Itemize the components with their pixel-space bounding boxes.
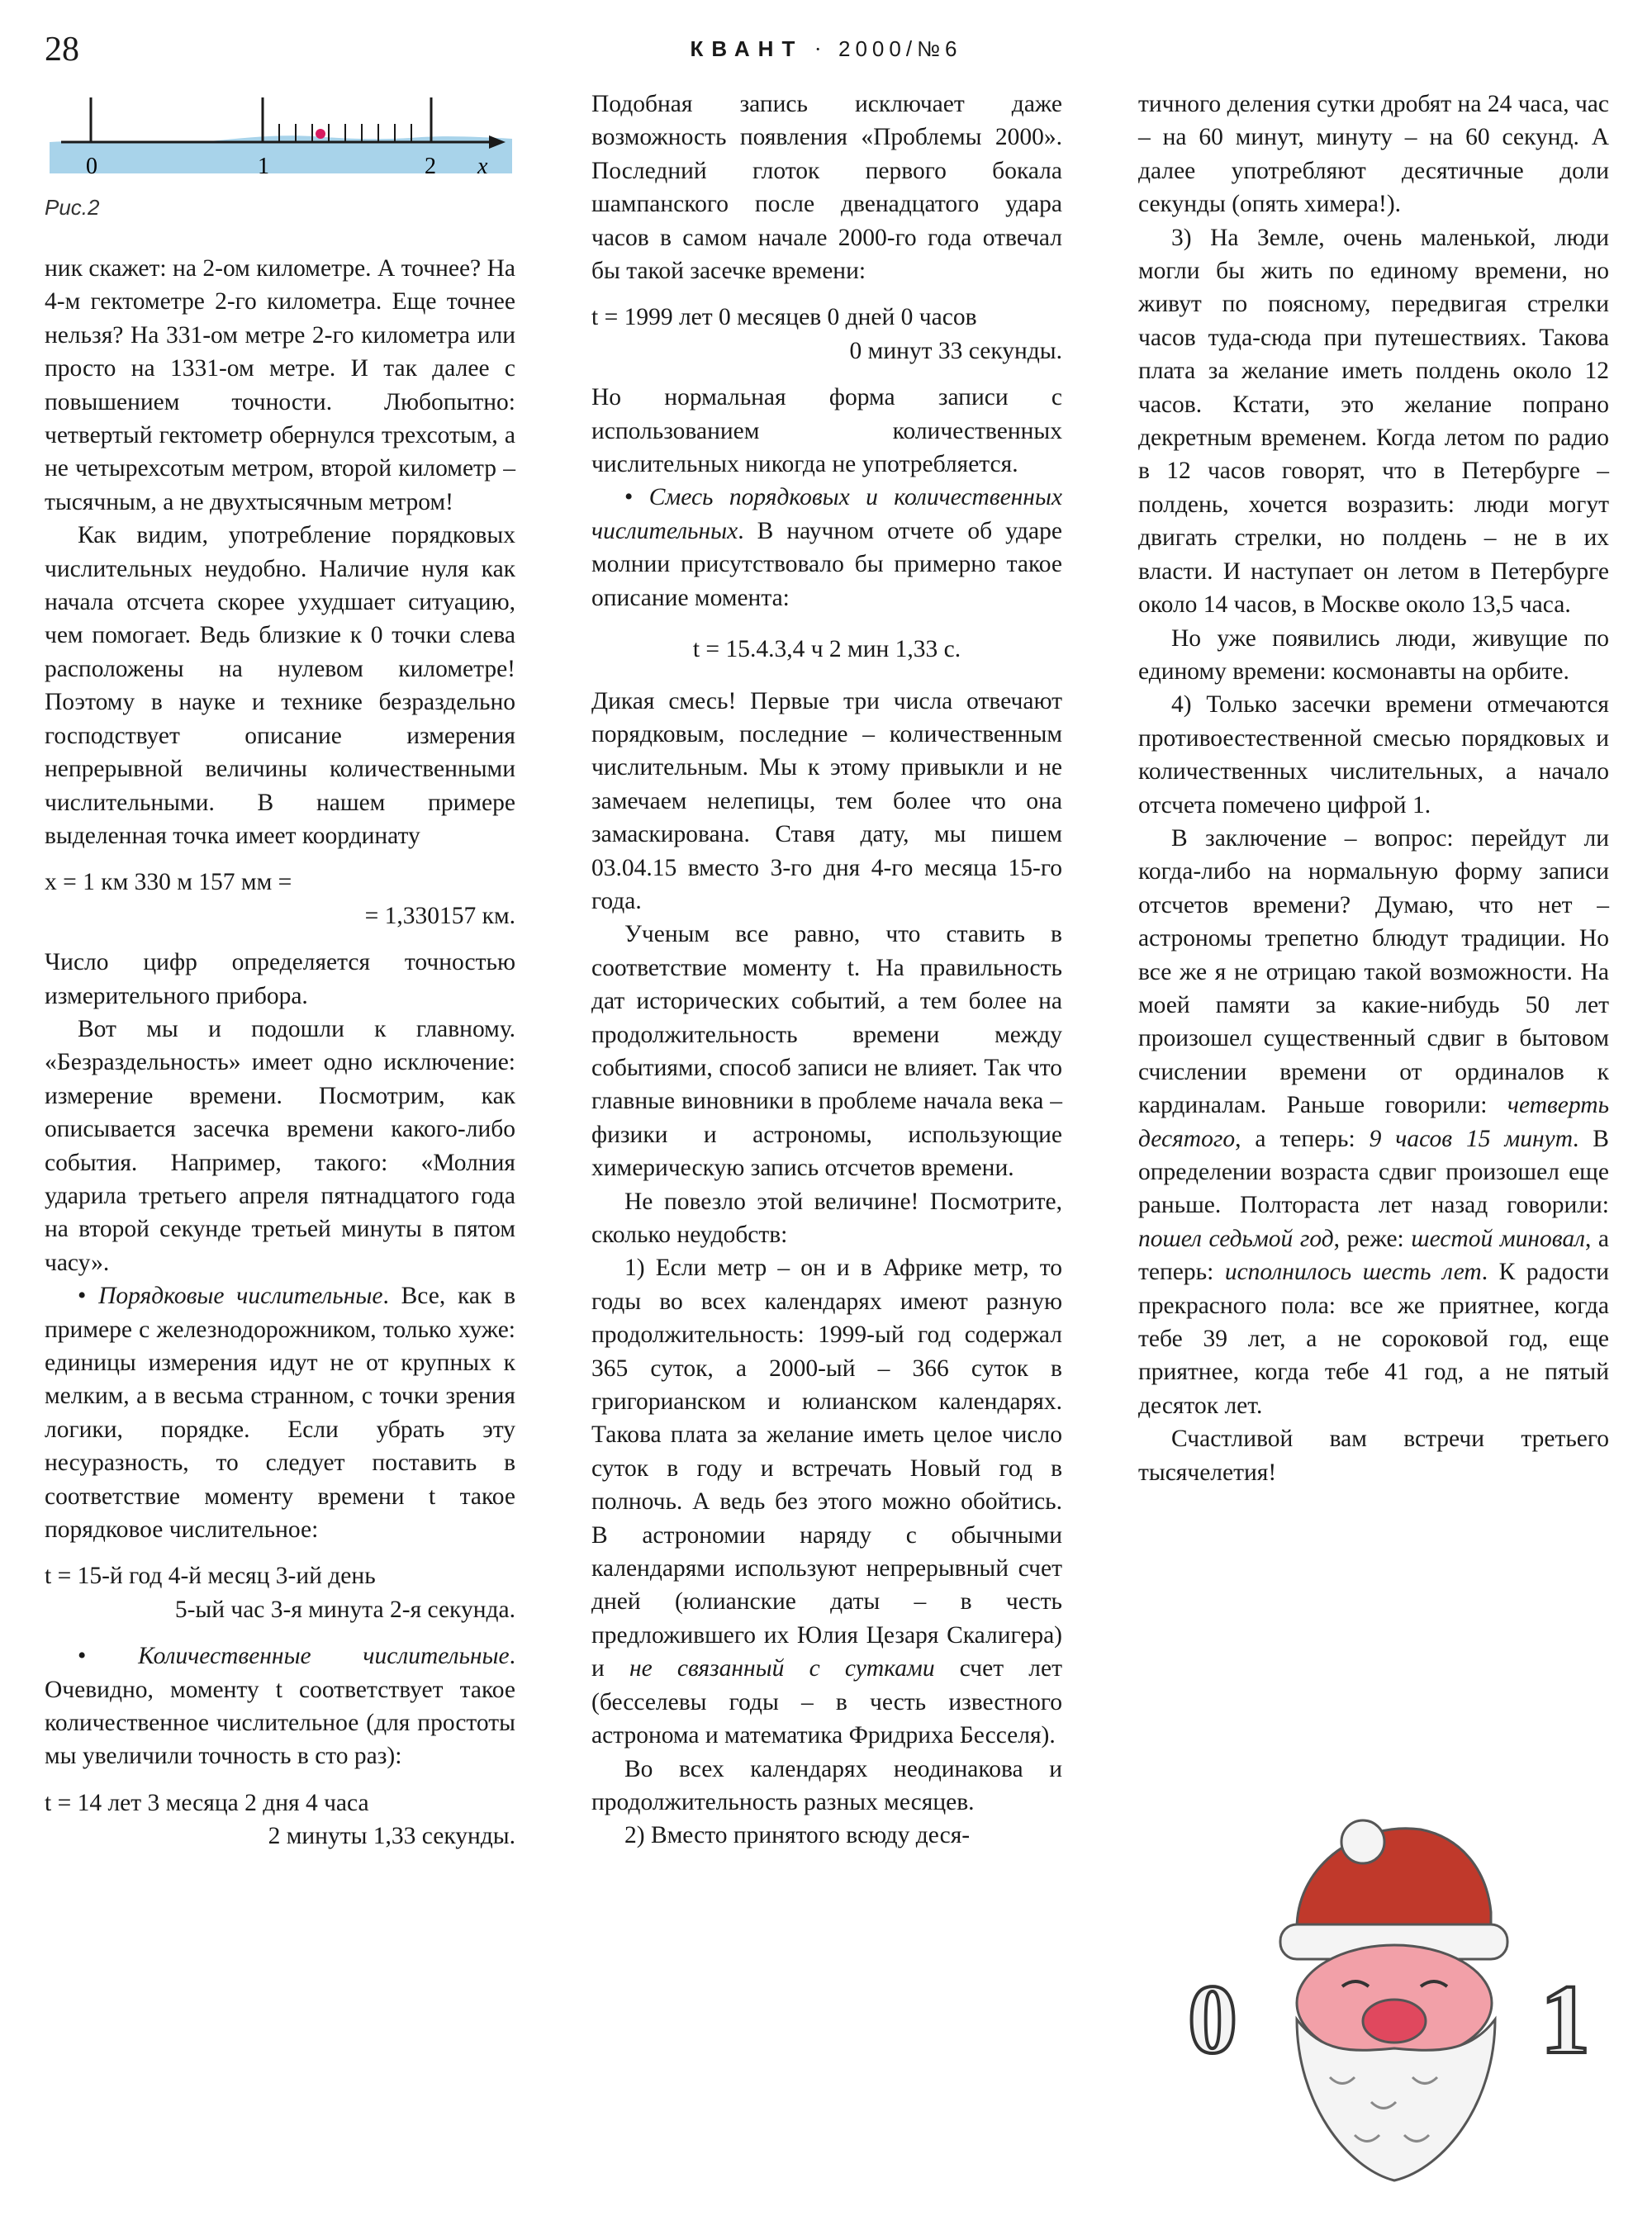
magazine-title: КВАНТ <box>690 36 804 61</box>
running-header <box>0 36 1652 62</box>
paragraph: Подобная запись исключает даже возможность появления «Проблемы 2000». Последний глоток первого бокала шампанского после двенадцатого удара часов в самом начале 2000-го года отвечал бы такой засечке времени: <box>591 91 1062 285</box>
italic-term: не связанный с сутками <box>629 1655 935 1682</box>
digit-zero: 0 <box>1188 1964 1237 2074</box>
paragraph: Дикая смесь! Первые три числа отвечают порядковым, последние – количественным числительным. Мы к этому привыкли и не замечаем нелепицы, тем более что она замаскирована. Ставя дату, мы пишем 03.04.15 вместо 3-го дня 4-го месяца 15-го года. <box>591 687 1062 914</box>
tick-label-1: 1 <box>258 154 269 179</box>
header-separator: · <box>814 37 828 61</box>
formula-coordinate <box>45 866 515 932</box>
paragraph: Но нормальная форма записи с использованием количественных числительных никогда не употребляется. <box>591 384 1062 478</box>
italic-term: пошел седьмой год <box>1138 1225 1334 1252</box>
tick-label-2: 2 <box>425 154 436 179</box>
paragraph: Как видим, употребление порядковых числительных неудобно. Наличие нуля как начала отсчета скорее ухудшает ситуацию, чем помогает. Ведь близкие к 0 точки слева расположены на нулевом километре! Поэтому в науке и технике безраздельно господствует описание измерения непрерывной величины количественными числительными. В нашем примере выделенная точка имеет координату <box>45 522 515 849</box>
paragraph: Вот мы и подошли к главному. «Безраздельность» имеет одно исключение: измерение времени. Посмотрим, как описывается засечка времени какого-либо события. Например, такого: «Молния ударила третьего апреля пятнадцатого года на второй секунде третьей минуты в пятом часу». <box>45 1015 515 1276</box>
paragraph-text: 1) Если метр – он и в Африке метр, то годы во всех календарях имеют разную продолжительность: 1999-ый год содержал 365 суток, а 2000-ый – 366 суток в григорианском и юлианском календарях. Такова плата за желание иметь целое число суток в году и встречать Новый год в полночь. А ведь без этого можно обойтись. В астрономии наряду с обычными календарями используют непрерывный счет дней (юлианские даты – в честь предложившего их Юлия Цезаря Скалигера) и <box>591 1255 1062 1682</box>
paragraph: • Порядковые числительные. Все, как в примере с железнодорожником, только хуже: единицы измерения идут не от крупных к мелким, а в весьма странном, с точки зрения логики, порядке. Если убрать эту несуразность, то следует поставить в соответствие моменту времени t такое порядковое числительное: <box>45 1283 515 1544</box>
figure-number-line <box>50 91 512 190</box>
paragraph: Ученым все равно, что ставить в соответствие моменту t. На правильность дат исторических событий, а тем более на продолжительность времени между событиями, способ записи не влияет. Так что главные виновники в проблеме начала века – физики и астрономы, использующие химерическую запись отсчетов времени. <box>591 921 1062 1182</box>
paragraph: 2) Вместо принятого всюду деся- <box>624 1822 971 1849</box>
paragraph: Не повезло этой величине! Посмотрите, сколько неудобств: <box>591 1188 1062 1248</box>
italic-term: Порядковые числительные <box>98 1283 383 1310</box>
formula-line: t = 15-й год 4-й месяц 3-ий день <box>45 1563 376 1590</box>
paragraph <box>591 1251 1062 1752</box>
formula-line: 0 минут 33 секунды. <box>849 337 1062 364</box>
tick-label-0: 0 <box>86 154 97 179</box>
digit-one: 1 <box>1540 1964 1590 2074</box>
formula-champagne <box>591 301 1062 368</box>
paragraph: Во всех календарях неодинакова и продолжительность разных месяцев. <box>591 1755 1062 1815</box>
santa-illustration <box>1173 1805 1619 2193</box>
paragraph: тичного деления сутки дробят на 24 часа, час – на 60 минут, минуту – на 60 секунд. А далее употребляют десятичные доли секунды (опять химера!). <box>1138 91 1609 218</box>
axis-label: x <box>477 154 488 179</box>
paragraph-text: , а теперь: <box>1138 1225 1609 1286</box>
formula-line: t = 15.4.3,4 ч 2 мин 1,33 с. <box>692 636 961 663</box>
formula-line: t = 1999 лет 0 месяцев 0 дней 0 часов <box>591 304 977 331</box>
paragraph-text: счет лет (бесселевы годы – в честь известного астронома и математика Фридриха Бесселя). <box>591 1655 1063 1749</box>
paragraph: Счастливой вам встречи третьего тысячелетия! <box>1138 1426 1609 1486</box>
paragraph: ник скажет: на 2-ом километре. А точнее? На 4-м гектометре 2-го километра. Еще точнее нельзя? На 331-ом метре 2-го километра или просто на 1331-ом метре. И так далее с повышением точности. Любопытно: четвертый гектометр обернулся трехсотым, а не четырехсотым метром, второй километр – тысячным, а не двухтысячным метром! <box>45 255 515 515</box>
formula-line: x = 1 км 330 м 157 мм = <box>45 869 292 896</box>
page-number: 28 <box>45 31 79 69</box>
formula-ordinal <box>45 1559 515 1626</box>
paragraph: • Количественные числительные. Очевидно, моменту t соответствует такое количественное числительное (для простоты мы увеличили точность в сто раз): <box>45 1643 515 1770</box>
paragraph-text: . В научном отчете об ударе молнии присутствовало бы примерно такое описание момента: <box>591 517 1062 611</box>
italic-term: 9 часов 15 минут <box>1369 1125 1573 1152</box>
formula-mixed <box>591 633 1062 666</box>
paragraph: Число цифр определяется точностью измерительного прибора. <box>45 949 515 1009</box>
figure-caption: Рис.2 <box>45 195 100 220</box>
formula-line: 5-ый час 3-я минута 2-я секунда. <box>174 1596 515 1623</box>
paragraph-text: . Все, как в примере с железнодорожником, только хуже: единицы измерения идут не от крупных к мелким, а в весьма странном, с точки зрения логики, порядке. Если убрать эту несуразность, то следует поставить в соответствие моменту времени t такое порядковое числительное: <box>45 1283 515 1544</box>
formula-line: t = 14 лет 3 месяца 2 дня 4 часа <box>45 1789 369 1816</box>
italic-term: шестой миновал <box>1411 1225 1585 1252</box>
formula-cardinal <box>45 1787 515 1853</box>
italic-term: Смесь порядковых и количественных числительных <box>591 484 1062 544</box>
paragraph: • Смесь порядковых и количественных числительных. В научном отчете об ударе молнии присутствовало бы примерно такое описание момента: <box>591 484 1062 611</box>
column-3 <box>1138 88 1609 1489</box>
paragraph-text: В заключение – вопрос: перейдут ли когда-либо на нормальную форму записи отсчетов времени? Думаю, что нет – астрономы трепетно блюдут традиции. Но все же я не отрицаю такой возможности. На моей памяти за какие-нибудь 50 лет произошел существенный сдвиг в бытовом счислении времени от ординалов к кардиналам. Раньше говорили: <box>1138 824 1609 1119</box>
issue-number: 2000/№6 <box>838 36 962 61</box>
paragraph-text: . В определении возраста сдвиг произошел еще раньше. Полтораста лет назад говорили: <box>1138 1125 1609 1219</box>
paragraph: Но уже появились люди, живущие по единому времени: космонавты на орбите. <box>1138 624 1609 685</box>
italic-term: четверть десятого <box>1138 1092 1609 1152</box>
paragraph-text: , а теперь: <box>1235 1125 1370 1152</box>
formula-line: 2 минуты 1,33 секунды. <box>268 1823 515 1850</box>
santa-hat <box>1297 1829 1491 1937</box>
paragraph-text: . К радости прекрасного пола: все же приятнее, когда тебе 39 лет, а не сороковой год, еще приятнее, когда тебе 41 год, а не пятый десяток лет. <box>1138 1259 1609 1419</box>
paragraph: 3) На Земле, очень маленькой, люди могли бы жить по единому времени, но живут по поясному, передвигая стрелки часов туда-сюда при путешествиях. Такова плата за желание иметь полдень около 12 часов. Кстати, это желание попрано декретным временем. Когда летом по радио в 12 часов говорят, что в Петербурге – полдень, хочется возразить: люди могут двигать стрелки, но полдень – не в их власти. И наступает он летом в Петербурге около 14 часов, в Москве около 13,5 часа. <box>1138 224 1609 619</box>
paragraph <box>1138 822 1609 1422</box>
column-2 <box>591 88 1062 1853</box>
hat-pompom <box>1341 1820 1384 1863</box>
paragraph-text: , реже: <box>1333 1225 1412 1252</box>
italic-term: Количественные числительные <box>138 1643 510 1670</box>
paragraph-text: . Очевидно, моменту t соответствует такое количественное числительное (для простоты мы увеличили точность в сто раз): <box>45 1643 515 1770</box>
highlighted-point <box>316 129 325 139</box>
paragraph: 4) Только засечки времени отмечаются противоестественной смесью порядковых и количественных числительных, а начало отсчета помечено цифрой 1. <box>1138 691 1609 819</box>
column-1 <box>45 252 515 1853</box>
italic-term: исполнилось шесть лет <box>1224 1259 1482 1286</box>
formula-line: = 1,330157 км. <box>364 902 515 929</box>
santa-nose <box>1363 2000 1426 2043</box>
